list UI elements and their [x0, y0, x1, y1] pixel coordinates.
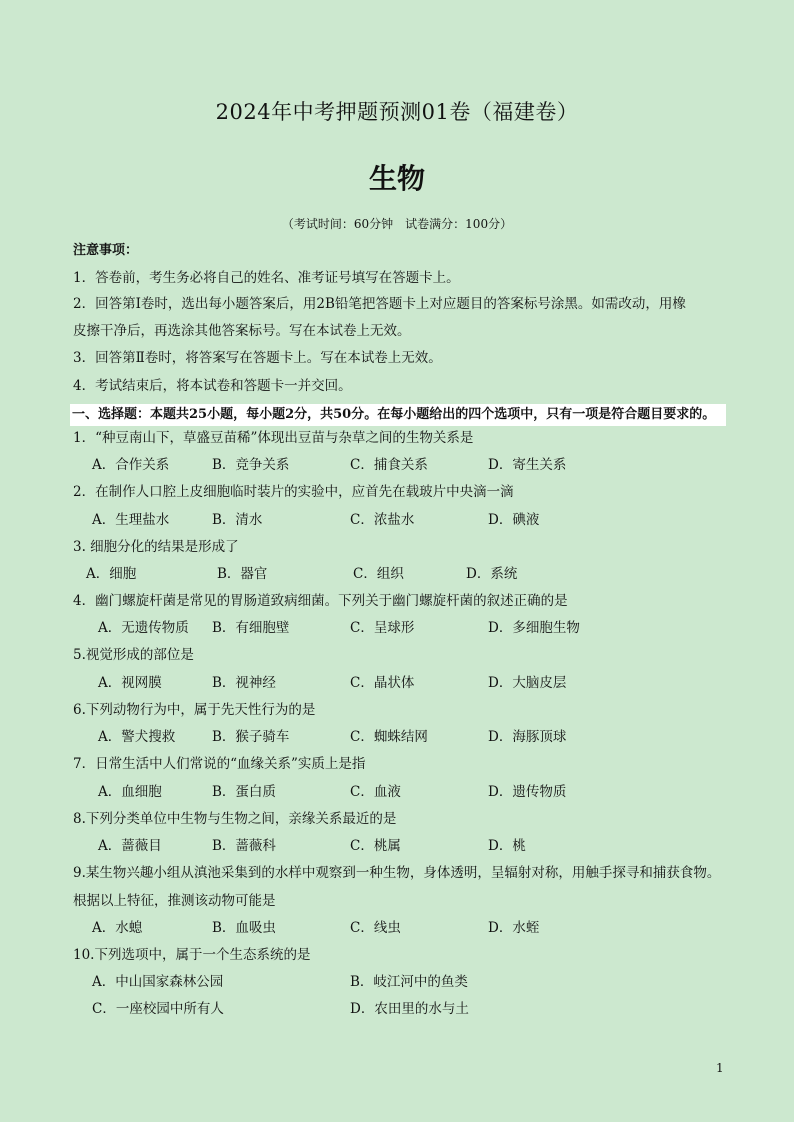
- question-stem: 1．“种豆南山下，草盛豆苗稀”体现出豆苗与杂草之间的生物关系是: [73, 430, 474, 446]
- question-option: D．桃: [488, 838, 526, 854]
- question-option: C．捕食关系: [350, 457, 428, 473]
- question-option: D．多细胞生物: [488, 620, 580, 636]
- question-option: B．竞争关系: [212, 457, 290, 473]
- question-option: C．血液: [350, 784, 401, 800]
- notice-item: 4．考试结束后，将本试卷和答题卡一并交回。: [73, 378, 352, 394]
- time-info: （考试时间：60分钟 试卷满分：100分）: [281, 217, 513, 231]
- question-option: C．一座校园中所有人: [92, 1001, 224, 1017]
- question-option: B．视神经: [212, 675, 276, 691]
- question-option: A．生理盐水: [92, 512, 170, 528]
- question-option: B．血吸虫: [212, 920, 276, 936]
- question-stem: 2．在制作人口腔上皮细胞临时装片的实验中，应首先在载玻片中央滴一滴: [73, 484, 514, 500]
- question-option: D．碘液: [488, 512, 540, 528]
- question-option: B．器官: [217, 566, 268, 582]
- notice-item: 1．答卷前，考生务必将自己的姓名、准考证号填写在答题卡上。: [73, 270, 460, 286]
- question-option: B．猴子骑车: [212, 729, 290, 745]
- notice-title: 注意事项：: [73, 243, 139, 258]
- question-option: C．蜘蛛结网: [350, 729, 428, 745]
- question-option: D．海豚顶球: [488, 729, 567, 745]
- question-option: D．遗传物质: [488, 784, 567, 800]
- notice-item: 2．回答第Ⅰ卷时，选出每小题答案后，用2B铅笔把答题卡上对应题目的答案标号涂黑。如需改动，用橡: [73, 296, 686, 312]
- notice-item: 皮擦干净后，再选涂其他答案标号。写在本试卷上无效。: [73, 323, 411, 339]
- question-stem: 8.下列分类单位中生物与生物之间，亲缘关系最近的是: [73, 811, 397, 827]
- question-option: B．蔷薇科: [212, 838, 276, 854]
- exam-title: 2024年中考押题预测01卷（福建卷）: [215, 100, 579, 124]
- question-option: B．岐江河中的鱼类: [350, 974, 468, 990]
- question-option: A．水螅: [92, 920, 143, 936]
- question-option: C．组织: [353, 566, 404, 582]
- question-option: A．合作关系: [92, 457, 170, 473]
- subject-title: 生物: [368, 162, 425, 195]
- page-number: 1: [716, 1061, 724, 1075]
- question-option: C．晶状体: [350, 675, 415, 691]
- question-stem: 4．幽门螺旋杆菌是常见的胃肠道致病细菌。下列关于幽门螺旋杆菌的叙述正确的是: [73, 593, 568, 609]
- question-option: A．无遗传物质: [98, 620, 189, 636]
- question-option: B．清水: [212, 512, 263, 528]
- question-stem: 7．日常生活中人们常说的“血缘关系”实质上是指: [73, 756, 366, 772]
- question-stem: 10.下列选项中，属于一个生态系统的是: [73, 947, 311, 963]
- question-option: B．有细胞壁: [212, 620, 290, 636]
- question-option: B．蛋白质: [212, 784, 276, 800]
- question-option: C．桃属: [350, 838, 401, 854]
- question-option: A．视网膜: [98, 675, 162, 691]
- question-option: D．大脑皮层: [488, 675, 567, 691]
- question-option: C．呈球形: [350, 620, 415, 636]
- question-stem: 9.某生物兴趣小组从滇池采集到的水样中观察到一种生物，身体透明，呈辐射对称，用触手探寻和捕获食物。: [73, 865, 721, 881]
- question-option: D．农田里的水与土: [350, 1001, 469, 1017]
- notice-item: 3．回答第Ⅱ卷时，将答案写在答题卡上。写在本试卷上无效。: [73, 350, 442, 366]
- question-option: D．系统: [466, 566, 518, 582]
- question-option: A．警犬搜救: [98, 729, 176, 745]
- question-option: A．中山国家森林公园: [92, 974, 224, 990]
- question-stem: 6.下列动物行为中，属于先天性行为的是: [73, 702, 316, 718]
- question-option: A．蔷薇目: [98, 838, 162, 854]
- question-stem-continued: 根据以上特征，推测该动物可能是: [73, 893, 276, 909]
- question-stem: 5.视觉形成的部位是: [73, 647, 194, 663]
- question-option: D．寄生关系: [488, 457, 567, 473]
- section-title: 一、选择题：本题共25小题，每小题2分，共50分。在每小题给出的四个选项中，只有一项是符合题目要求的。: [70, 404, 726, 426]
- question-stem: 3. 细胞分化的结果是形成了: [73, 539, 239, 555]
- question-option: A．细胞: [86, 566, 137, 582]
- question-option: A．血细胞: [98, 784, 162, 800]
- question-option: C．浓盐水: [350, 512, 415, 528]
- question-option: D．水蛭: [488, 920, 540, 936]
- question-option: C．线虫: [350, 920, 401, 936]
